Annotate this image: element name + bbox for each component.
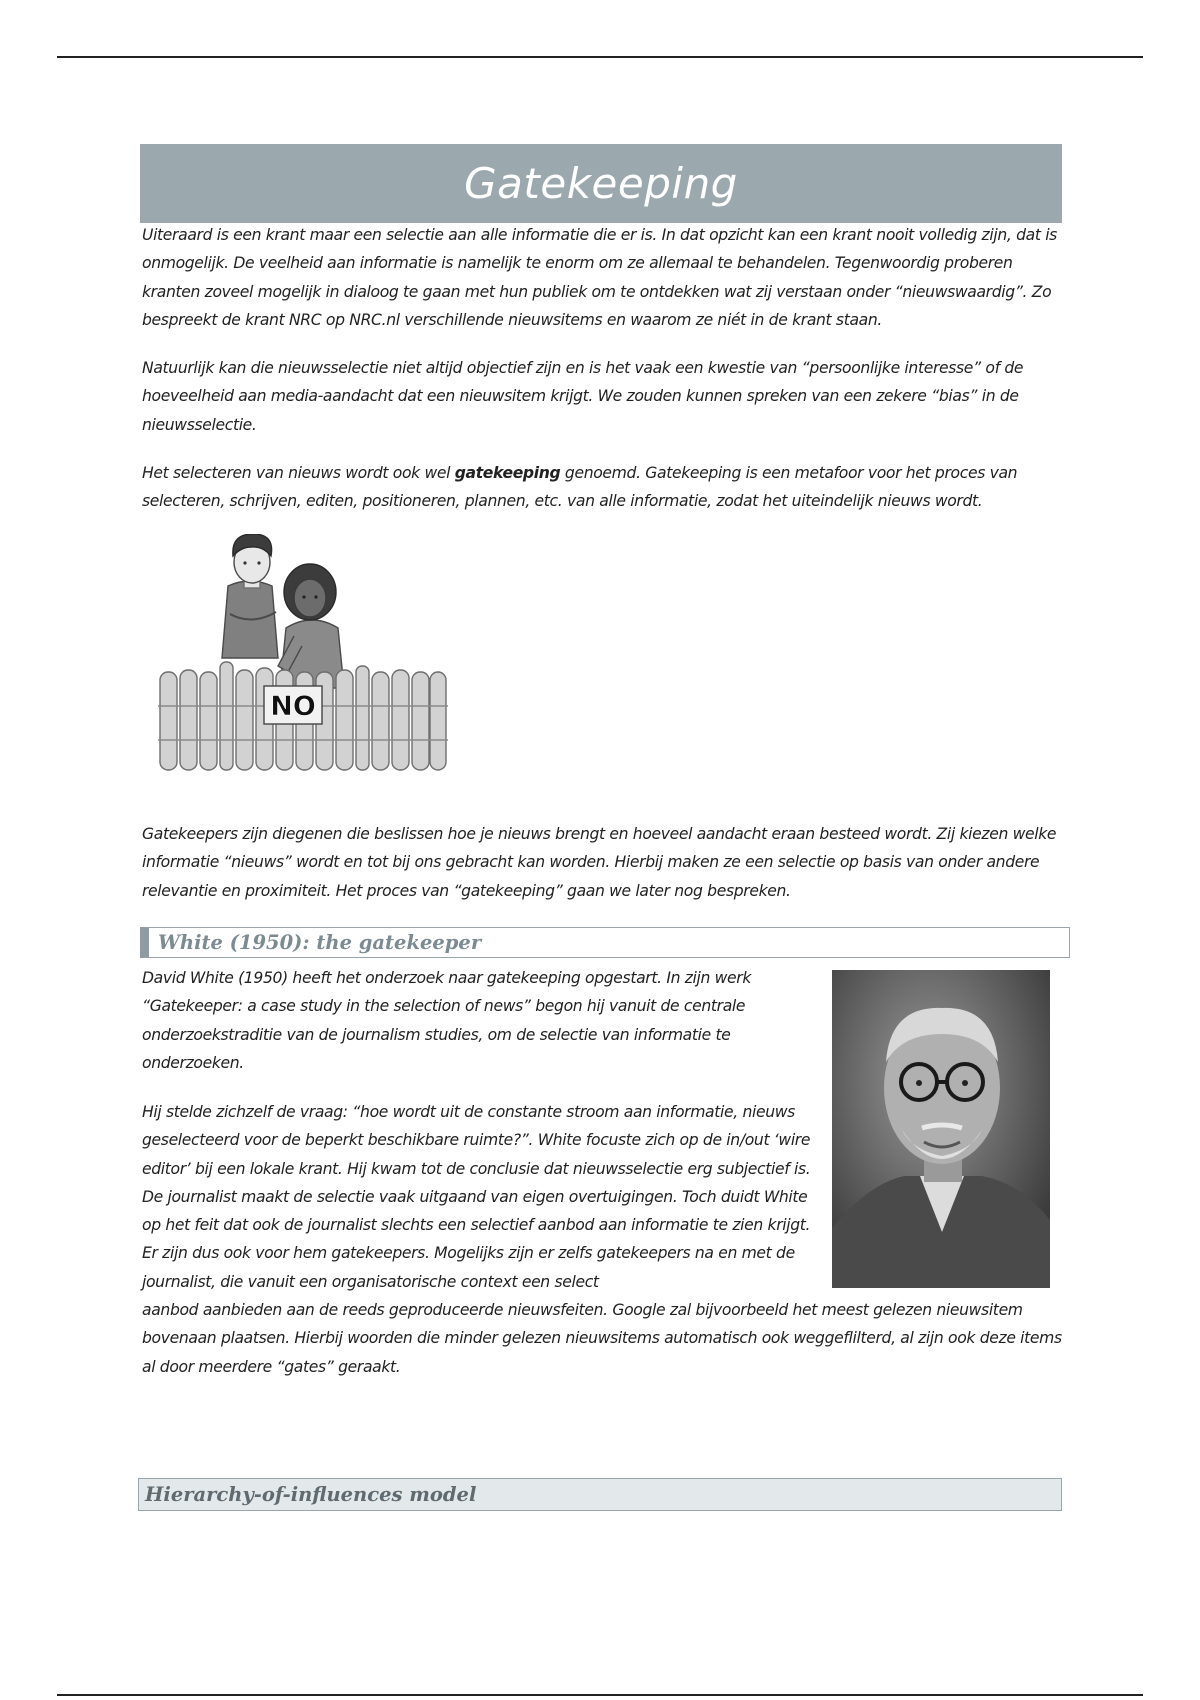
david-white-portrait	[832, 970, 1050, 1288]
white-paragraph-2-top: Hij stelde zichzelf de vraag: “hoe wordt uit de constante stroom aan informatie, nieuws geselecteerd voor de beperkt beschikbare ruimte?”. White focuste zich op de in/out ‘wire editor’ bij een lokale krant. Hij kwam tot de conclusie dat nieuwsselectie erg subjectief is. De journalist maakt de selectie vaak uitgaand van eigen overtuigingen. Toch duidt White op het feit dat ook de journalist slechts een selectief aanbod aan informatie te zien krijgt. Er zijn dus ook voor hem gatekeepers. Mogelijks zijn er zelfs gatekeepers na en met de journalist, die vanuit een organisatorische context een select	[142, 1103, 811, 1291]
section-heading-hierarchy-text: Hierarchy-of-influences model	[145, 1483, 477, 1506]
section-heading-hierarchy	[138, 1478, 1062, 1511]
intro-paragraph-4: Gatekeepers zijn diegenen die beslissen hoe je nieuws brengt en hoeveel aandacht eraan besteed wordt. Zij kiezen welke informatie “nieuws” wordt en tot bij ons gebracht kan worden. Hierbij maken ze een selectie op basis van onder andere relevantie en proximiteit. Het proces van “gatekeeping” gaan we later nog bespreken.	[142, 825, 1057, 900]
white-paragraph-2-bottom: aanbod aanbieden aan de reeds geproduceerde nieuwsfeiten. Google zal bijvoorbeeld het meest gelezen nieuwsitem bovenaan plaatsen. Hierbij woorden die minder gelezen nieuwsitems automatisch ook weggeflilterd, al zijn ook deze items al door meerdere “gates” geraakt.	[142, 1301, 1062, 1376]
intro-paragraph-2: Natuurlijk kan die nieuwsselectie niet altijd objectief zijn en is het vaak een kwestie van “persoonlijke interesse” of de hoeveelheid aan media-aandacht dat een nieuwsitem krijgt. We zouden kunnen spreken van een zekere “bias” in de nieuwsselectie.	[142, 359, 1024, 434]
no-sign-text: NO	[270, 691, 316, 722]
intro-paragraph-1: Uiteraard is een krant maar een selectie aan alle informatie die er is. In dat opzicht kan een krant nooit volledig zijn, dat is onmogelijk. De veelheid aan informatie is namelijk te enorm om ze allemaal te behandelen. Tegenwoordig proberen kranten zoveel mogelijk in dialoog te gaan met hun publiek om te ontdekken wat zij verstaan onder “nieuwswaardig”. Zo bespreekt de krant NRC op NRC.nl verschillende nieuwsitems en waarom ze niét in de krant staan.	[142, 226, 1057, 329]
top-rule	[57, 56, 1143, 58]
gatekeepers-fence-illustration	[158, 534, 448, 774]
gatekeeping-term: gatekeeping	[454, 464, 561, 482]
intro-paragraph-3-start: Het selecteren van nieuws wordt ook wel	[142, 464, 455, 482]
bottom-rule	[57, 1694, 1143, 1696]
page-title: Gatekeeping	[464, 159, 738, 208]
section-heading-white-text: White (1950): the gatekeeper	[158, 931, 482, 954]
title-banner	[140, 144, 1062, 223]
intro-paragraph-3	[142, 459, 1062, 516]
intro-paragraph-3-end: genoemd. Gatekeeping is een metafoor voor het proces van selecteren, schrijven, editen, positioneren, plannen, etc. van alle informatie, zodat het uiteindelijk nieuws wordt.	[142, 464, 1018, 511]
section-heading-white	[140, 927, 1070, 958]
white-paragraph-1: David White (1950) heeft het onderzoek naar gatekeeping opgestart. In zijn werk “Gatekeeper: a case study in the selection of news” begon hij vanuit de centrale onderzoekstraditie van de journalism studies, om de selectie van informatie te onderzoeken.	[142, 969, 752, 1072]
